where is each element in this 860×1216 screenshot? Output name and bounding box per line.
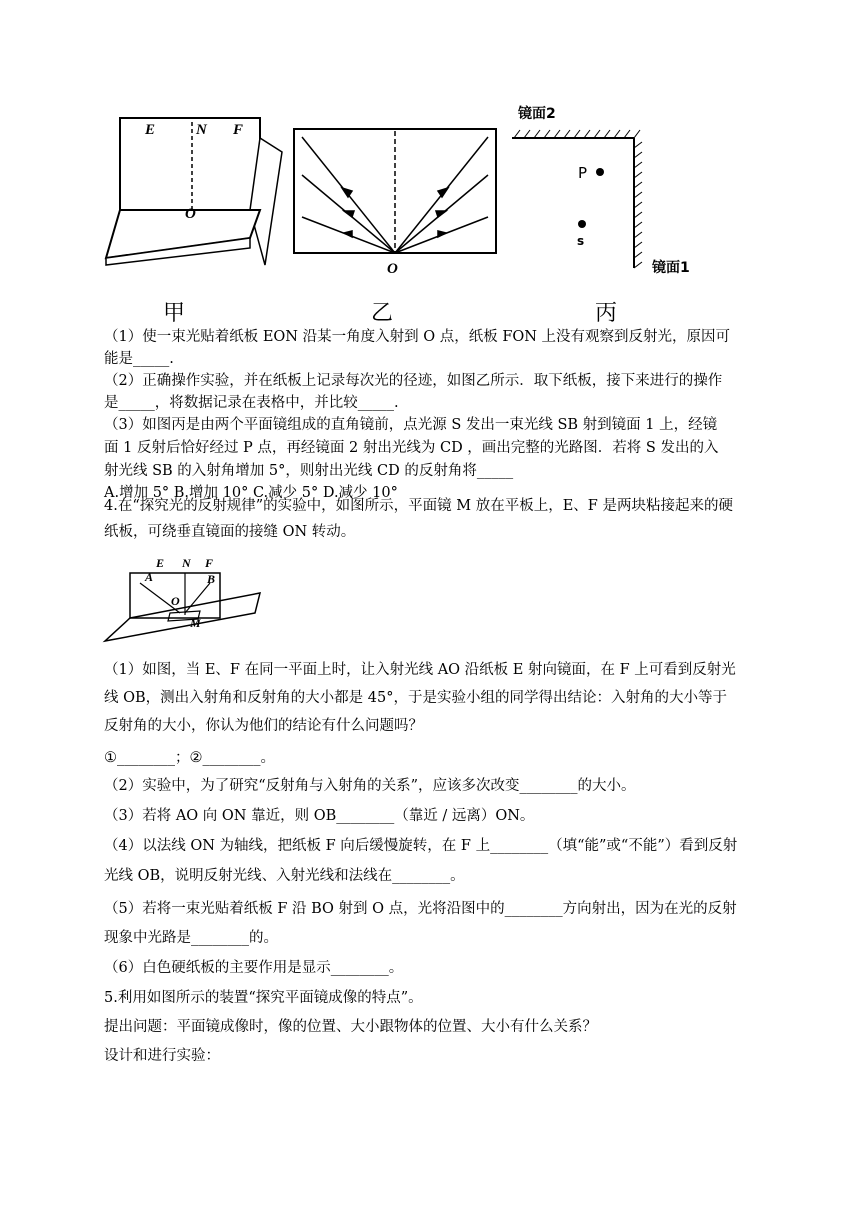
label-b: B	[207, 572, 216, 586]
text-line: （3）如图丙是由两个平面镜组成的直角镜前，点光源 S 发出一束光线 SB 射到镜面 1 上，经镜	[104, 417, 718, 433]
text-line: 线 OB，测出入射角和反射角的大小都是 45°，于是实验小组的同学得出结论：入射角的大小等于	[104, 690, 727, 706]
label-m: M	[190, 616, 201, 630]
text-line: ①________；②________。	[104, 750, 275, 766]
text-line: 能是_____.	[104, 351, 174, 367]
label-o: O	[387, 261, 398, 277]
caption-jia: 甲	[163, 301, 186, 326]
text-line: （4）以法线 ON 为轴线，把纸板 F 向后缓慢旋转，在 F 上________（填“能”或“不能”）看到反射	[104, 838, 738, 854]
figure-bing	[510, 100, 710, 280]
text-line: 4.在“探究光的反射规律”的实验中，如图所示，平面镜 M 放在平板上，E、F 是两块粘接起来的硬	[104, 498, 733, 514]
label-n: N	[196, 122, 207, 138]
text-line: （1）使一束光贴着纸板 EON 沿某一角度入射到 O 点，纸板 FON 上没有观察到反射光，原因可	[104, 329, 731, 345]
label-e: E	[156, 556, 165, 570]
text-line: 现象中光路是________的。	[104, 930, 278, 946]
figure-yi	[290, 125, 500, 280]
figure-q4	[100, 553, 270, 648]
text-line: 射光线 SB 的入射角增加 5°，则射出光线 CD 的反射角将_____	[104, 463, 514, 479]
text-line: （2）正确操作实验，并在纸板上记录每次光的径迹，如图乙所示．取下纸板，接下来进行的操作	[104, 373, 723, 389]
text-line: A.增加 5° B.增加 10° C.减少 5° D.减少 10°	[104, 485, 398, 501]
label-o: O	[171, 594, 180, 608]
label-a: A	[145, 570, 154, 584]
text-line: （1）如图，当 E、F 在同一平面上时，让入射光线 AO 沿纸板 E 射向镜面，在 F 上可看到反射光	[104, 662, 736, 678]
label-p: P	[578, 164, 588, 182]
label-f: F	[233, 122, 244, 138]
text-line: 纸板，可绕垂直镜面的接缝 ON 转动。	[104, 524, 356, 540]
text-line: （5）若将一束光贴着纸板 F 沿 BO 射到 O 点，光将沿图中的________方向射出，因为在光的反射	[104, 901, 737, 917]
label-e: E	[145, 122, 156, 138]
text-line: （3）若将 AO 向 ON 靠近，则 OB________（靠近 / 远离）ON。	[104, 808, 535, 824]
text-line: 光线 OB，说明反射光线、入射光线和法线在________。	[104, 868, 465, 884]
text-line: （6）白色硬纸板的主要作用是显示________。	[104, 960, 404, 976]
label-f: F	[205, 556, 214, 570]
caption-bing: 丙	[595, 301, 618, 326]
figure-jia	[100, 110, 290, 270]
label-mirror1: 镜面1	[652, 260, 690, 276]
label-o: O	[185, 206, 196, 222]
text-line: 设计和进行实验：	[104, 1048, 220, 1064]
label-s: s	[577, 234, 585, 248]
text-line: （2）实验中，为了研究“反射角与入射角的关系”，应该多次改变________的大小。	[104, 778, 636, 794]
text-line: 反射角的大小，你认为他们的结论有什么问题吗？	[104, 718, 423, 734]
label-n: N	[182, 556, 191, 570]
caption-yi: 乙	[371, 301, 394, 326]
text-line: 5.利用如图所示的装置“探究平面镜成像的特点”。	[104, 990, 423, 1006]
label-mirror2: 镜面2	[518, 106, 556, 122]
text-line: 提出问题：平面镜成像时，像的位置、大小跟物体的位置、大小有什么关系？	[104, 1019, 597, 1035]
text-line: 面 1 反射后恰好经过 P 点，再经镜面 2 射出光线为 CD ，画出完整的光路图．若将 S 发出的入	[104, 440, 719, 456]
text-line: 是_____，将数据记录在表格中，并比较_____.	[104, 395, 399, 411]
